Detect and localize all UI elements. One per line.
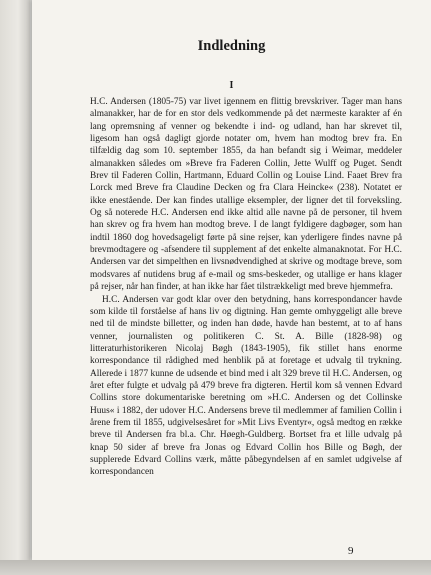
paragraph-2: H.C. Andersen var godt klar over den betydning, hans korrespondancer havde som kilde til forståelse af hans liv og digtning. Han gemte omhyggeligt alle breve ned til de mindste billetter, og inden han døde, havde han bestemt, at to af hans venner, journalisten og politikeren C. St. A. Bille (1828-98) og litteraturhistorikeren Nicolaj Bøgh (1843-1905), fik stillet hans enorme korrespondance til rådighed med henblik på at foretage et udvalg til trykning. Allerede i 1877 kunne de udsende et bind med i alt 329 breve til H.C. Andersen, og året efter fulgte et udvalg på 479 breve fra digteren. Hertil kom så vennen Edvard Collins store dokumentariske beretning om »H.C. Andersen og det Collinske Huus« i 1882, der udover H.C. Andersens breve til medlemmer af familien Collin i årene frem til 1855, udgivelsesåret for »Mit Livs Eventyr«, også medtog en række breve til Andersen fra bl.a. Chr. Høegh-Guldberg. Bortset fra et lille udvalg på knap 50 sider af breve fra Jonas og Edvard Collin hos Bille og Bøgh, der supplerede Edvard Collins værk, måtte påbegyndelsen af en samlet udgivelse af korrespondancen (90, 294, 402, 478)
page-bottom-edge (0, 560, 431, 575)
book-page (32, 0, 431, 560)
section-number: I (229, 80, 234, 91)
page-number: 9 (348, 545, 354, 557)
paragraph-1: H.C. Andersen (1805-75) var livet igennem en flittig brevskriver. Tager man hans almanakker, har de for en stor dels vedkommende på det nærmeste karakter af én lang opremsning af venner og bekendte i ind- og udland, han har skrevet til, ligesom han også dagligt gjorde notater om, hvem han modtog brev fra. En tilfældig dag som 10. september 1855, da han befandt sig i Weimar, meddeler almanakken således om »Breve fra Faderen Collin, Jette Wulff og Puget. Sendt Brev til Faderen Collin, Hartmann, Eduard Collin og Louise Lind. Faaet Brev fra Lorck med Breve fra Claudine Decken og fra Clara Heincke« (238). Notatet er ikke enestående. Der kan findes utallige eksempler, der ligner det til forveksling. Og så noterede H.C. Andersen end ikke altid alle navne på de personer, til hvem han skrev og fra hvem han modtog breve. I de langt fyldigere dagbøger, som han indtil 1860 dog hovedsageligt førte på sine rejser, kan yderligere findes navne på brevmodtagere og -afsendere til supplement af det enkelte almanaknotat. For H.C. Andersen var det simpelthen en livsnødvendighed at skrive og modtage breve, som modsvares af nutidens brug af e-mail og sms-beskeder, og utallige er hans klager på rejser, når han finder, at han ikke har fået tilstrækkeligt med breve hjemmefra. (90, 97, 402, 293)
body-text (90, 96, 402, 479)
facing-page-edge (0, 0, 30, 575)
chapter-heading: Indledning (197, 38, 266, 54)
